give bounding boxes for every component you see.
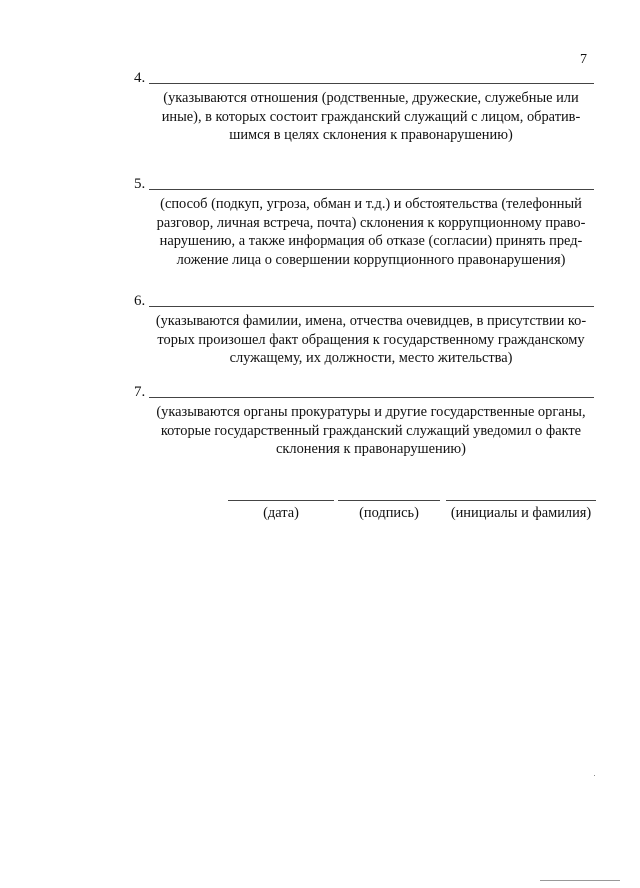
item-caption — [148, 192, 594, 269]
caption-line: разговор, личная встреча, почта) склонения к коррупционному право- — [156, 214, 586, 231]
item-number: 7. — [134, 384, 146, 400]
name-field — [446, 486, 596, 522]
item-caption — [148, 400, 594, 459]
caption-line: шимся в целях склонения к правонарушению) — [229, 127, 513, 143]
signature-line — [338, 486, 440, 501]
signature-label: (подпись) — [359, 505, 419, 521]
caption-line: нарушению, а также информация об отказе (согласии) принять пред- — [159, 233, 583, 249]
caption-line: торых произошел факт обращения к государственному гражданскому — [157, 331, 585, 348]
date-line — [228, 486, 334, 501]
fill-in-line — [149, 306, 594, 307]
fill-in-line — [149, 397, 594, 398]
caption-line: (способ (подкуп, угроза, обман и т.д.) и обстоятельства (телефонный — [160, 196, 582, 212]
signature-field — [338, 486, 440, 522]
caption-line: (указываются фамилии, имена, отчества очевидцев, в присутствии ко- — [155, 313, 587, 329]
item-caption — [148, 309, 594, 368]
caption-line: которые государственный гражданский служащий уведомил о факте — [160, 422, 582, 439]
bottom-rule — [540, 880, 620, 881]
caption-line: служащему, их должности, место жительства) — [229, 350, 513, 366]
item-number: 6. — [134, 293, 146, 309]
fill-in-line — [149, 83, 594, 84]
name-label: (инициалы и фамилия) — [450, 505, 592, 521]
caption-line: склонения к правонарушению) — [276, 441, 466, 457]
caption-line: (указываются органы прокуратуры и другие государственные органы, — [156, 404, 586, 420]
item-number: 4. — [134, 70, 146, 86]
item-number: 5. — [134, 176, 146, 192]
caption-line: (указываются отношения (родственные, дружеские, служебные или — [163, 90, 579, 106]
item-7 — [134, 384, 594, 459]
item-6 — [134, 293, 594, 368]
item-5 — [134, 176, 594, 269]
page-number: 7 — [580, 52, 587, 67]
caption-line: ложение лица о совершении коррупционного правонарушения) — [176, 251, 566, 268]
name-line — [446, 486, 596, 501]
signature-block — [228, 486, 598, 526]
date-label: (дата) — [263, 505, 299, 521]
caption-line: иные), в которых состоит гражданский служащий с лицом, обратив- — [161, 108, 581, 125]
item-caption — [148, 86, 594, 145]
scan-speck — [594, 775, 595, 776]
date-field — [228, 486, 334, 522]
fill-in-line — [149, 189, 594, 190]
item-4 — [134, 70, 594, 145]
